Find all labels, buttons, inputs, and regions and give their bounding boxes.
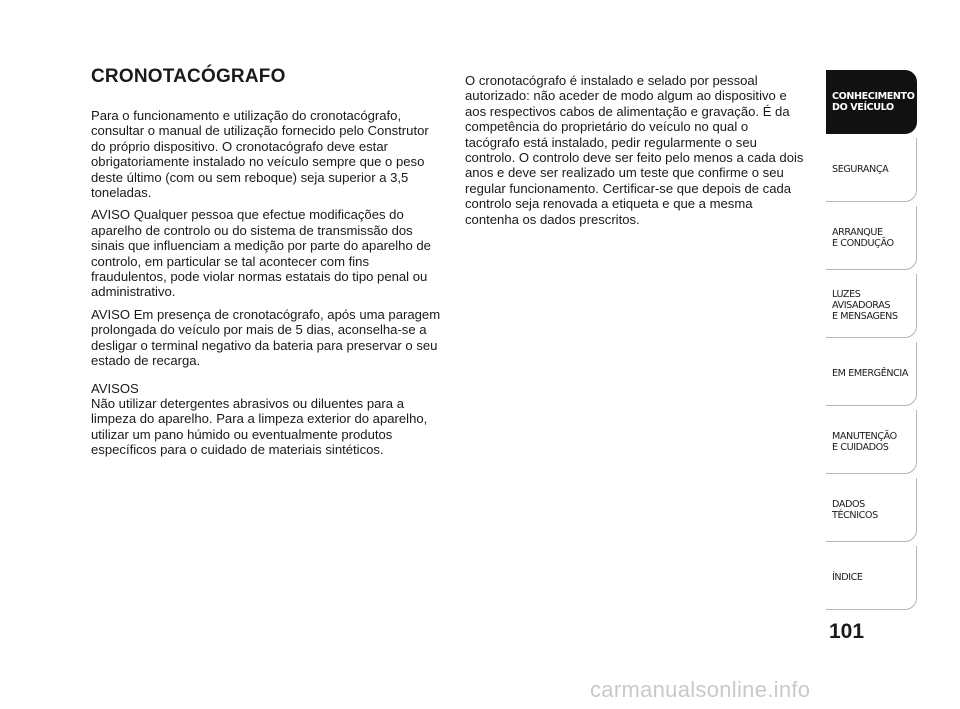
tab-indice[interactable] [826, 546, 917, 610]
tab-label: EM EMERGÊNCIA [832, 368, 909, 379]
avisos-text: Não utilizar detergentes abrasivos ou diluentes para a limpeza do aparelho. Para a limpeza exterior do aparelho, utilizar um pano húmido ou eventualmente produtos específicos para o cuidado de materiais sintéticos. [91, 395, 428, 458]
avisos-heading: AVISOS [91, 380, 139, 396]
paragraph-aviso-modificacoes: AVISO Qualquer pessoa que efectue modificações do aparelho de controlo ou do sistema de transmissão dos sinais que influenciam a medição por parte do aparelho de controlo, em particular se tal acontecer com fins fraudulentos, pode violar normas estatais do tipo penal ou administrativo. [91, 207, 431, 300]
chapter-tabs [826, 70, 917, 610]
tab-label: DADOS TÉCNICOS [832, 498, 878, 521]
right-column [465, 73, 805, 234]
tab-luzes-avisadoras[interactable] [826, 274, 917, 338]
paragraph-instalacao: O cronotacógrafo é instalado e selado por pessoal autorizado: não aceder de modo algum ao dispositivo e aos respectivos cabos de alimentação e gravação. É da competência do proprietário do veículo no qual o tacógrafo está instalado, pedir regularmente o seu controlo. O controlo deve ser feito pelo menos a cada dois anos e deve ser realizado um teste que confirme o seu regular funcionamento. Certificar-se que depois de cada controlo seja renovada a etiqueta e que a mesma contenha os dados prescritos. [465, 73, 804, 227]
tab-manutencao-e-cuidados[interactable] [826, 410, 917, 474]
tab-seguranca[interactable] [826, 138, 917, 202]
paragraph-aviso-bateria: AVISO Em presença de cronotacógrafo, após uma paragem prolongada do veículo por mais de 5 dias, aconselha-se a desligar o terminal negativo da bateria para preservar o seu estado de recarga. [91, 306, 441, 369]
tab-label: SEGURANÇA [832, 164, 889, 175]
left-column [91, 108, 443, 465]
tab-label: MANUTENÇÃO E CUIDADOS [832, 430, 897, 453]
tab-dados-tecnicos[interactable] [826, 478, 917, 542]
tab-label: ÍNDICE [832, 572, 863, 583]
page-number: 101 [829, 620, 865, 643]
tab-em-emergencia[interactable] [826, 342, 917, 406]
paragraph-intro: Para o funcionamento e utilização do cronotacógrafo, consultar o manual de utilização fornecido pelo Construtor do próprio dispositivo. O cronotacógrafo deve estar obrigatoriamente instalado no veículo sempre que o peso deste último (com ou sem reboque) seja superior a 3,5 toneladas. [91, 108, 429, 201]
page-title: CRONOTACÓGRAFO [91, 66, 286, 87]
tab-label: CONHECIMENTO DO VEÍCULO [832, 91, 915, 113]
watermark: carmanualsonline.info [590, 677, 811, 702]
tab-conhecimento-do-veiculo[interactable] [826, 70, 917, 134]
tab-label: LUZES AVISADORAS E MENSAGENS [832, 289, 898, 322]
tab-arranque-e-conducao[interactable] [826, 206, 917, 270]
tab-label: ARRANQUE E CONDUÇÃO [832, 226, 894, 249]
